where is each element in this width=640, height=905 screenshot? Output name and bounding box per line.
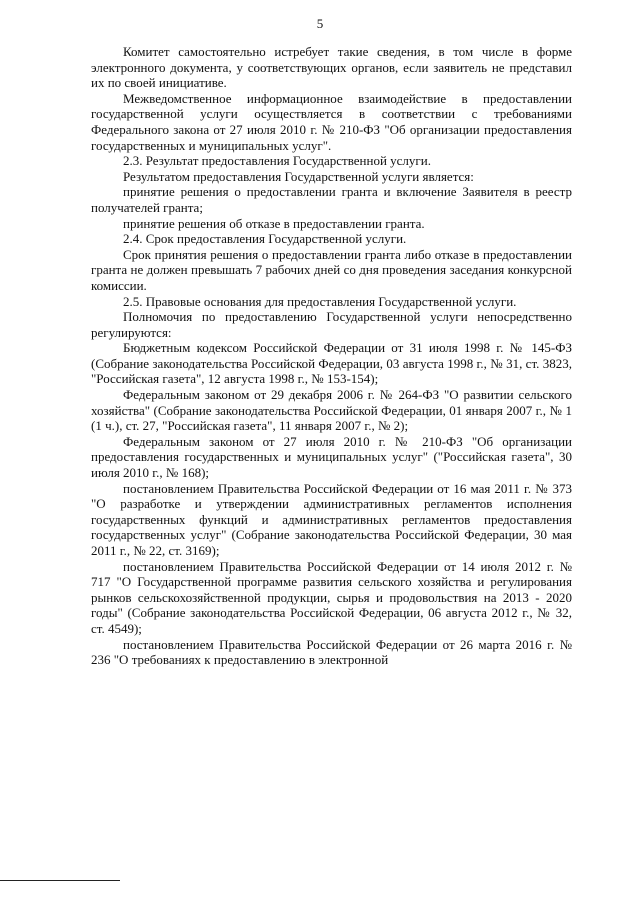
legal-reference: постановлением Правительства Российской Федерации от 26 марта 2016 г. № 236 "О требованиях к предоставлению в электронной	[91, 636, 572, 668]
paragraph: Срок принятия решения о предоставлении гранта либо отказе в предоставлении гранта не должен превышать 7 рабочих дней со дня проведения заседания конкурсной комиссии.	[91, 246, 572, 293]
paragraph: Комитет самостоятельно истребует такие сведения, в том числе в форме электронного документа, у соответствующих органов, если заявитель не представил их по своей инициативе.	[91, 44, 572, 91]
paragraph: Полномочия по предоставлению Государственной услуги непосредственно регулируются:	[91, 309, 572, 340]
page-number: 5	[316, 16, 324, 31]
list-item: принятие решения об отказе в предоставлении гранта.	[123, 215, 425, 231]
legal-reference: постановлением Правительства Российской Федерации от 16 мая 2011 г. № 373 "О разработке и утверждении административных регламентов исполнения государственных функций и административных регламентов предоставления государственных услуг" (Собрание законодательства Российской Федерации, 30 мая 2011 г., № 22, ст. 3169);	[91, 480, 572, 558]
list-item: принятие решения о предоставлении гранта и включение Заявителя в реестр получателей гранта;	[91, 184, 572, 215]
footer-divider	[0, 880, 120, 881]
section-heading: 2.4. Срок предоставления Государственной услуги.	[123, 231, 407, 247]
legal-reference: Бюджетным кодексом Российской Федерации от 31 июля 1998 г. № 145-ФЗ (Собрание законодательства Российской Федерации, 03 августа 1998 г., № 31, ст. 3823, "Российская газета", 12 августа 1998 г., № 153-154);	[91, 340, 572, 387]
section-heading: 2.3. Результат предоставления Государственной услуги.	[123, 153, 431, 169]
document-body	[91, 44, 572, 668]
legal-reference: Федеральным законом от 27 июля 2010 г. № 210-ФЗ "Об организации предоставления государственных и муниципальных услуг" ("Российская газета", 30 июля 2010 г., № 168);	[91, 433, 572, 481]
paragraph: Межведомственное информационное взаимодействие в предоставлении государственной услуги осуществляется в соответствии с требованиями Федерального закона от 27 июля 2010 г. № 210-ФЗ "Об организации предоставления государственных и муниципальных услуг".	[91, 90, 572, 153]
section-heading: 2.5. Правовые основания для предоставления Государственной услуги.	[123, 293, 517, 309]
legal-reference: постановлением Правительства Российской Федерации от 14 июля 2012 г. № 717 "О Государственной программе развития сельского хозяйства и регулирования рынков сельскохозяйственной продукции, сырья и продовольствия на 2013 - 2020 годы" (Собрание законодательства Российской Федерации, 06 августа 2012 г., № 32, ст. 4549);	[91, 558, 572, 636]
legal-reference: Федеральным законом от 29 декабря 2006 г. № 264-ФЗ "О развитии сельского хозяйства" (Собрание законодательства Российской Федерации, 01 января 2007 г., № 1 (1 ч.), ст. 27, "Российская газета", 11 января 2007 г., № 2);	[91, 387, 572, 434]
paragraph: Результатом предоставления Государственной услуги является:	[123, 168, 474, 184]
